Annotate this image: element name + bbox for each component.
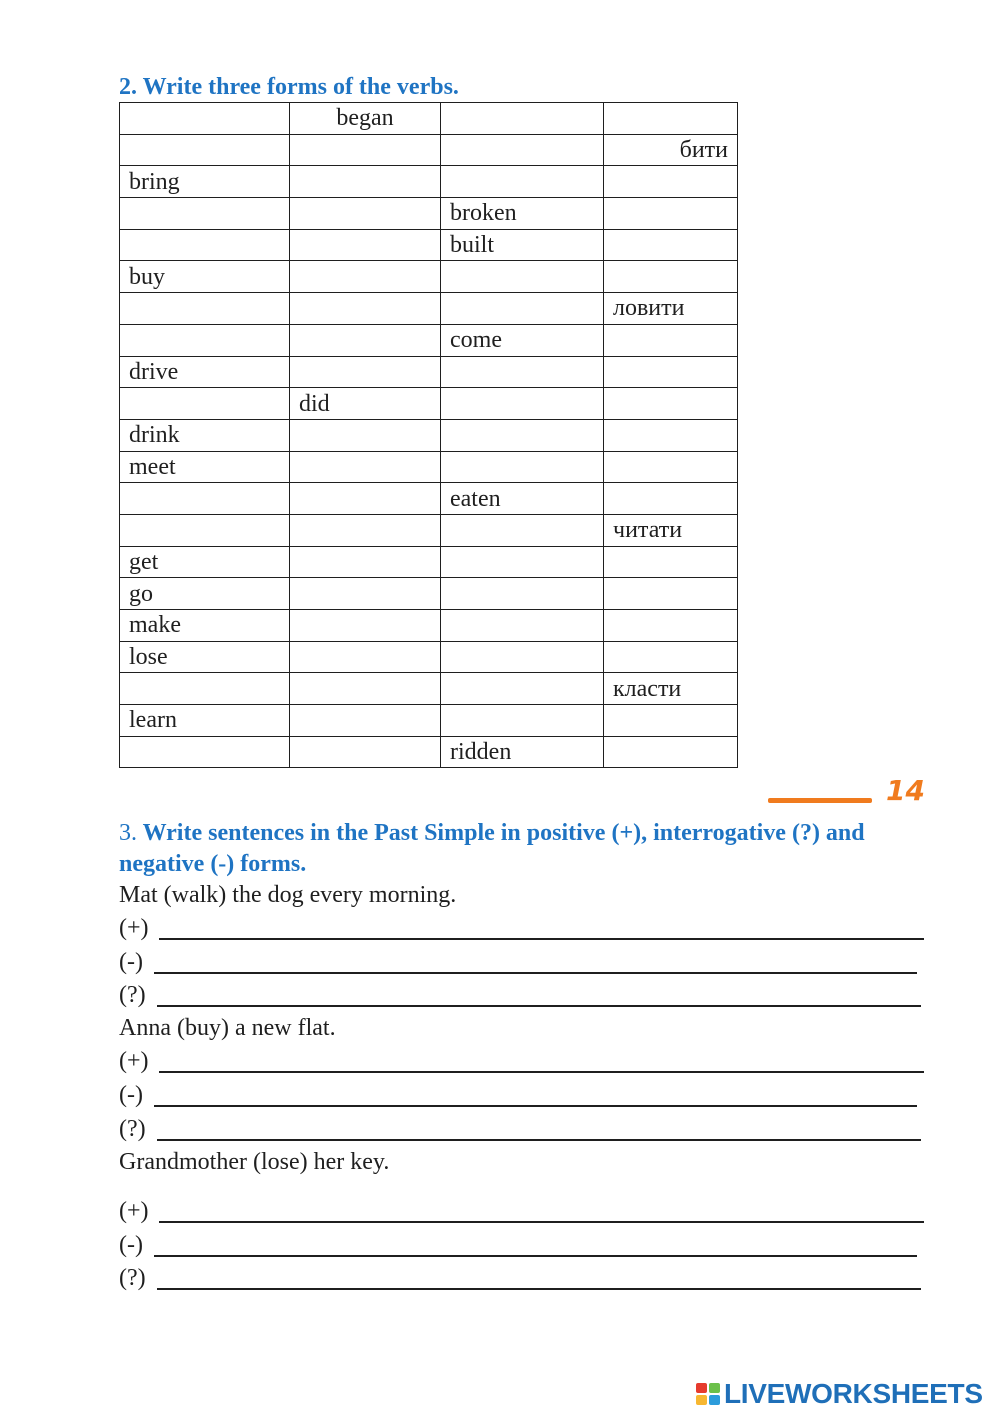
given-verb-cell: began bbox=[290, 103, 441, 135]
answer-positive-2[interactable] bbox=[119, 1046, 925, 1078]
blank-cell[interactable] bbox=[441, 705, 604, 737]
blank-cell[interactable] bbox=[290, 610, 441, 642]
given-verb-cell: drive bbox=[120, 356, 290, 388]
answer-line bbox=[157, 1005, 921, 1007]
blank-cell[interactable] bbox=[604, 451, 738, 483]
answer-line bbox=[159, 938, 924, 940]
blank-cell[interactable] bbox=[441, 546, 604, 578]
blank-cell[interactable] bbox=[120, 514, 290, 546]
given-verb-cell: класти bbox=[604, 673, 738, 705]
blank-cell[interactable] bbox=[441, 673, 604, 705]
blank-cell[interactable] bbox=[441, 293, 604, 325]
blank-cell[interactable] bbox=[441, 356, 604, 388]
blank-cell[interactable] bbox=[290, 419, 441, 451]
blank-cell[interactable] bbox=[290, 705, 441, 737]
table-row bbox=[120, 324, 738, 356]
blank-cell[interactable] bbox=[290, 324, 441, 356]
blank-cell[interactable] bbox=[441, 610, 604, 642]
given-verb-cell: drink bbox=[120, 419, 290, 451]
blank-cell[interactable] bbox=[604, 103, 738, 135]
blank-cell[interactable] bbox=[290, 134, 441, 166]
blank-cell[interactable] bbox=[441, 641, 604, 673]
negative-mark: (-) bbox=[119, 1232, 143, 1258]
blank-cell[interactable] bbox=[290, 356, 441, 388]
answer-positive-1[interactable] bbox=[119, 913, 925, 945]
table-row bbox=[120, 451, 738, 483]
answer-line bbox=[154, 972, 917, 974]
blank-cell[interactable] bbox=[604, 324, 738, 356]
blank-cell[interactable] bbox=[290, 578, 441, 610]
table-row bbox=[120, 388, 738, 420]
given-verb-cell: lose bbox=[120, 641, 290, 673]
table-row bbox=[120, 736, 738, 768]
blank-cell[interactable] bbox=[604, 388, 738, 420]
liveworksheets-logo bbox=[696, 1378, 996, 1410]
given-verb-cell: buy bbox=[120, 261, 290, 293]
blank-cell[interactable] bbox=[290, 736, 441, 768]
answer-question-2[interactable] bbox=[119, 1114, 925, 1146]
positive-mark: (+) bbox=[119, 915, 149, 941]
blank-cell[interactable] bbox=[441, 103, 604, 135]
answer-negative-1[interactable] bbox=[119, 947, 925, 979]
blank-cell[interactable] bbox=[290, 451, 441, 483]
given-verb-cell: get bbox=[120, 546, 290, 578]
table-row bbox=[120, 514, 738, 546]
answer-negative-2[interactable] bbox=[119, 1080, 925, 1112]
answer-line bbox=[159, 1221, 924, 1223]
blank-cell[interactable] bbox=[604, 356, 738, 388]
table-row bbox=[120, 103, 738, 135]
question-mark: (?) bbox=[119, 1116, 146, 1142]
given-verb-cell: бити bbox=[604, 134, 738, 166]
blank-cell[interactable] bbox=[120, 229, 290, 261]
blank-cell[interactable] bbox=[120, 388, 290, 420]
logo-text: LIVEWORKSHEETS bbox=[724, 1378, 983, 1409]
blank-cell[interactable] bbox=[441, 261, 604, 293]
given-verb-cell: did bbox=[290, 388, 441, 420]
table-row bbox=[120, 610, 738, 642]
blank-cell[interactable] bbox=[290, 293, 441, 325]
negative-mark: (-) bbox=[119, 1082, 143, 1108]
question-mark: (?) bbox=[119, 1265, 146, 1291]
positive-mark: (+) bbox=[119, 1048, 149, 1074]
blank-cell[interactable] bbox=[604, 229, 738, 261]
given-verb-cell: built bbox=[441, 229, 604, 261]
answer-line bbox=[157, 1288, 921, 1290]
blank-cell[interactable] bbox=[290, 514, 441, 546]
blank-cell[interactable] bbox=[441, 578, 604, 610]
given-verb-cell: go bbox=[120, 578, 290, 610]
blank-cell[interactable] bbox=[120, 324, 290, 356]
answer-question-3[interactable] bbox=[119, 1263, 925, 1295]
blank-cell[interactable] bbox=[604, 261, 738, 293]
table-row bbox=[120, 705, 738, 737]
table-row bbox=[120, 356, 738, 388]
blank-cell[interactable] bbox=[441, 419, 604, 451]
blank-cell[interactable] bbox=[441, 451, 604, 483]
blank-cell[interactable] bbox=[290, 166, 441, 198]
blank-cell[interactable] bbox=[604, 483, 738, 515]
answer-question-1[interactable] bbox=[119, 980, 925, 1012]
blank-cell[interactable] bbox=[604, 610, 738, 642]
blank-cell[interactable] bbox=[290, 673, 441, 705]
answer-positive-3[interactable] bbox=[119, 1196, 925, 1228]
blank-cell[interactable] bbox=[290, 641, 441, 673]
blank-cell[interactable] bbox=[604, 546, 738, 578]
answer-line bbox=[154, 1105, 917, 1107]
blank-cell[interactable] bbox=[441, 134, 604, 166]
given-verb-cell: bring bbox=[120, 166, 290, 198]
blank-cell[interactable] bbox=[290, 261, 441, 293]
question-mark: (?) bbox=[119, 982, 146, 1008]
exercise-3-number: 3. bbox=[119, 820, 137, 846]
given-verb-cell: eaten bbox=[441, 483, 604, 515]
given-verb-cell: meet bbox=[120, 451, 290, 483]
blank-cell[interactable] bbox=[120, 293, 290, 325]
given-verb-cell: make bbox=[120, 610, 290, 642]
table-row bbox=[120, 229, 738, 261]
sentence-prompt: Grandmother (lose) her key. bbox=[119, 1149, 390, 1175]
blank-cell[interactable] bbox=[441, 514, 604, 546]
blank-cell[interactable] bbox=[290, 483, 441, 515]
score-underline bbox=[768, 798, 872, 803]
blank-cell[interactable] bbox=[604, 641, 738, 673]
blank-cell[interactable] bbox=[120, 134, 290, 166]
table-row bbox=[120, 134, 738, 166]
score-value: 14 bbox=[886, 774, 925, 807]
table-row bbox=[120, 546, 738, 578]
blank-cell[interactable] bbox=[441, 166, 604, 198]
blank-cell[interactable] bbox=[604, 736, 738, 768]
exercise-3-title: Write sentences in the Past Simple in positive (+), interrogative (?) and negative (-) forms. bbox=[119, 820, 865, 877]
answer-line bbox=[157, 1139, 921, 1141]
blank-cell[interactable] bbox=[120, 198, 290, 230]
table-row bbox=[120, 673, 738, 705]
blank-cell[interactable] bbox=[441, 388, 604, 420]
sentence-prompt: Mat (walk) the dog every morning. bbox=[119, 882, 457, 908]
given-verb-cell: learn bbox=[120, 705, 290, 737]
positive-mark: (+) bbox=[119, 1198, 149, 1224]
blank-cell[interactable] bbox=[120, 736, 290, 768]
blank-cell[interactable] bbox=[604, 419, 738, 451]
table-row bbox=[120, 641, 738, 673]
negative-mark: (-) bbox=[119, 949, 143, 975]
blank-cell[interactable] bbox=[604, 705, 738, 737]
blank-cell[interactable] bbox=[290, 198, 441, 230]
blank-cell[interactable] bbox=[604, 198, 738, 230]
exercise-2-heading: 2. Write three forms of the verbs. bbox=[119, 74, 459, 100]
table-row bbox=[120, 261, 738, 293]
exercise-3-heading bbox=[119, 818, 919, 880]
blank-cell[interactable] bbox=[120, 483, 290, 515]
logo-blocks-icon bbox=[696, 1383, 722, 1407]
blank-cell[interactable] bbox=[290, 546, 441, 578]
table-row bbox=[120, 483, 738, 515]
score-indicator bbox=[768, 774, 928, 808]
table-row bbox=[120, 419, 738, 451]
given-verb-cell: broken bbox=[441, 198, 604, 230]
given-verb-cell: ridden bbox=[441, 736, 604, 768]
blank-cell[interactable] bbox=[120, 673, 290, 705]
table-row bbox=[120, 578, 738, 610]
table-row bbox=[120, 293, 738, 325]
verb-forms-table bbox=[119, 102, 738, 768]
table-row bbox=[120, 198, 738, 230]
given-verb-cell: ловити bbox=[604, 293, 738, 325]
given-verb-cell: come bbox=[441, 324, 604, 356]
sentence-prompt: Anna (buy) a new flat. bbox=[119, 1015, 336, 1041]
given-verb-cell: читати bbox=[604, 514, 738, 546]
answer-line bbox=[159, 1071, 924, 1073]
answer-line bbox=[154, 1255, 917, 1257]
table-row bbox=[120, 166, 738, 198]
blank-cell[interactable] bbox=[604, 578, 738, 610]
blank-cell[interactable] bbox=[120, 103, 290, 135]
answer-negative-3[interactable] bbox=[119, 1230, 925, 1262]
blank-cell[interactable] bbox=[290, 229, 441, 261]
blank-cell[interactable] bbox=[604, 166, 738, 198]
